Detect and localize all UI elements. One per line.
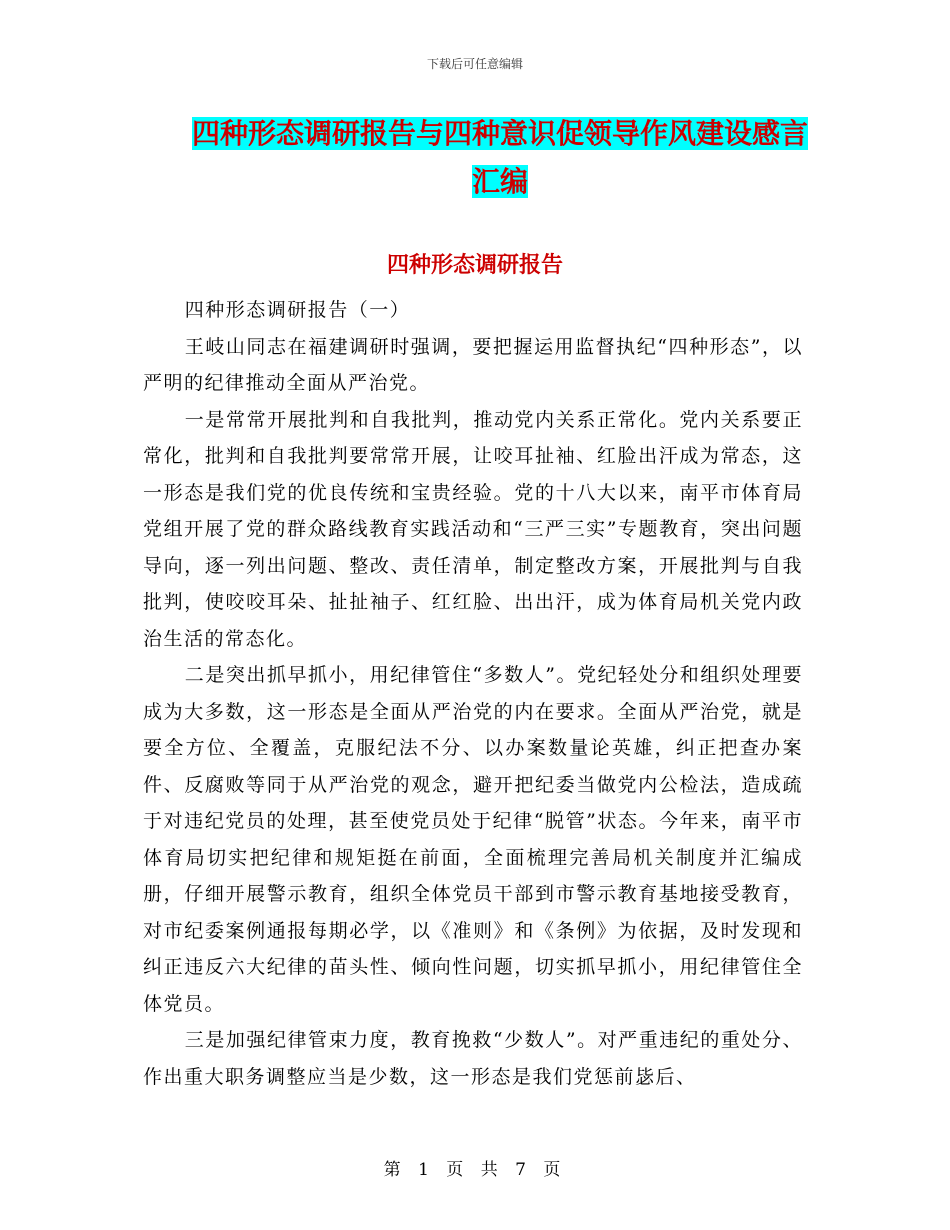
document-title: [190, 110, 810, 206]
paragraph-subtitle: 四种形态调研报告（一）: [184, 299, 411, 321]
document-body: [143, 292, 803, 1095]
document-title-text: 四种形态调研报告与四种意识促领导作风建设感言汇编: [191, 117, 808, 198]
paragraph-point-one: 一是常常开展批判和自我批判，推动党内关系正常化。党内关系要正常化，批判和自我批判要常常开展，让咬耳扯袖、红脸出汗成为常态，这一形态是我们党的优良传统和宝贵经验。党的十八大以来，南平市体育局党组开展了党的群众路线教育实践活动和“三严三实”专题教育，突出问题导向，逐一列出问题、整改、责任清单，制定整改方案，开展批判与自我批判，使咬咬耳朵、扯扯袖子、红红脸、出出汗，成为体育局机关党内政治生活的常态化。: [143, 408, 803, 650]
paragraph-point-two: 二是突出抓早抓小，用纪律管住“多数人”。党纪轻处分和组织处理要成为大多数，这一形态是全面从严治党的内在要求。全面从严治党，就是要全方位、全覆盖，克服纪法不分、以办案数量论英雄，纠正把查办案件、反腐败等同于从严治党的观念，避开把纪委当做党内公检法，造成疏于对违纪党员的处理，甚至使党员处于纪律“脱管”状态。今年来，南平市体育局切实把纪律和规矩挺在前面，全面梳理完善局机关制度并汇编成册，仔细开展警示教育，组织全体党员干部到市警示教育基地接受教育，对市纪委案例通报每期必学，以《准则》和《条例》为依据，及时发现和纠正违反六大纪律的苗头性、倾向性问题，切实抓早抓小，用纪律管住全体党员。: [143, 664, 803, 1015]
section-title: 四种形态调研报告: [386, 253, 563, 278]
paragraph-intro: 王岐山同志在福建调研时强调，要把握运用监督执纪“四种形态”，以严明的纪律推动全面从严治党。: [143, 335, 803, 394]
page-footer: 第 1 页 共 7 页: [383, 1160, 567, 1180]
paragraph-point-three: 三是加强纪律管束力度，教育挽救“少数人”。对严重违纪的重处分、作出重大职务调整应当是少数，这一形态是我们党惩前毖后、: [143, 1029, 803, 1088]
page-header-note: 下载后可任意编辑: [426, 57, 523, 71]
